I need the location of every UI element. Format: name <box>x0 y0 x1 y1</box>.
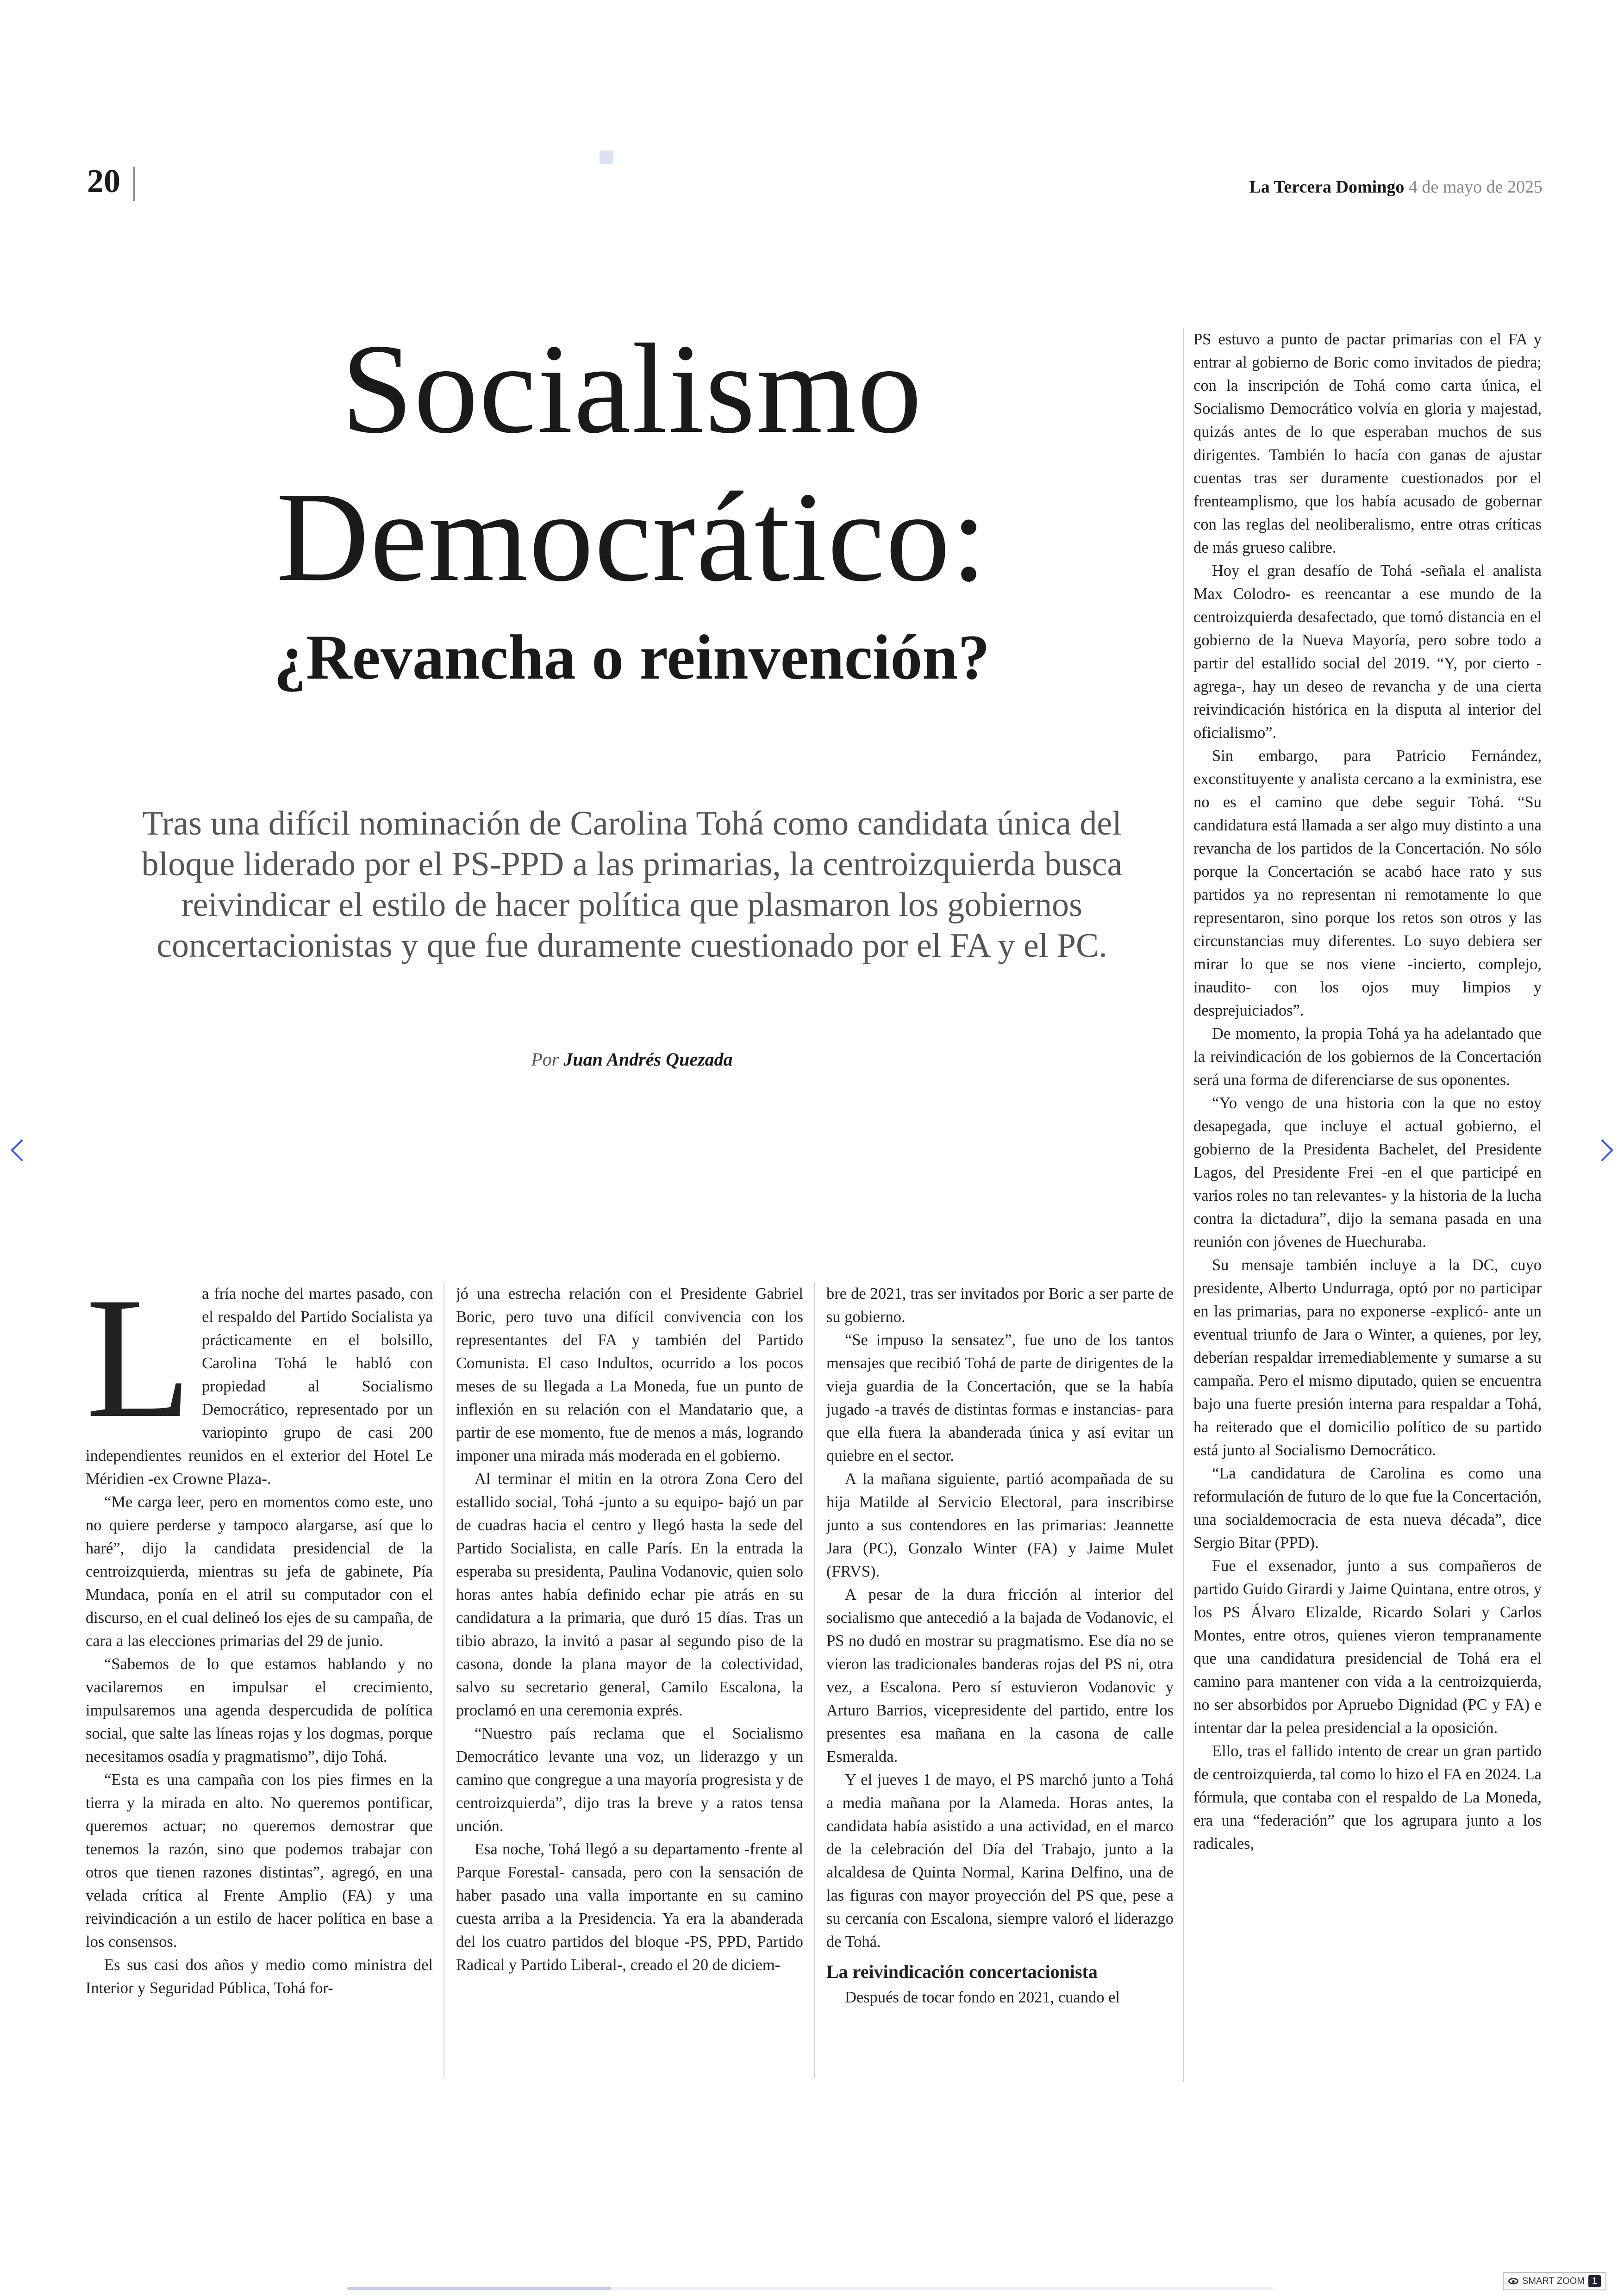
article-column-4 <box>1193 328 1542 2089</box>
column-divider <box>443 1282 444 2078</box>
column-divider <box>814 1282 815 2078</box>
byline <box>134 1048 1130 1070</box>
previous-page-chevron-icon[interactable] <box>11 1139 33 1161</box>
paragraph: Fue el exsenador, junto a sus compañeros de partido Guido Girardi y Jaime Quintana, entre otros, y los PS Álvaro Elizalde, Ricardo Solari y Carlos Montes, entre otros, quienes vieron tempranamente que una candidatura presidencial de Tohá era el camino para mantener con vida a la centroizquierda, no ser absorbidos por Apruebo Dignidad (PC y FA) e intentar dar la pelea presidencial a la oposición. <box>1193 1557 1542 1737</box>
paragraph: Hoy el gran desafío de Tohá -señala el analista Max Colodro- es reencantar a ese mundo de la centroizquierda desafectado, que tomó distancia en el gobierno de la Nueva Mayoría, pero sobre todo a partir del estallido social del 2019. “Y, por cierto -agrega-, hay un deseo de revancha y de una cierta reivindicación histórica en la disputa al interior del oficialismo”. <box>1193 562 1542 742</box>
section-heading: La reivindicación concertacionista <box>826 1961 1098 1982</box>
masthead <box>1249 177 1543 197</box>
paragraph: Ello, tras el fallido intento de crear un gran partido de centroizquierda, tal como lo hizo el FA en 2024. La fórmula, que contaba con el respaldo de La Moneda, era una “federación” que los agrupara junto a los radicales, <box>1193 1742 1542 1852</box>
article-column-1 <box>86 1282 433 2088</box>
paragraph: Al terminar el mitin en la otrora Zona Cero del estallido social, Tohá -junto a su equipo- bajó un par de cuadras hacia el centro y llegó hasta la sede del Partido Socialista, en calle París. En la entrada la esperaba su presidenta, Paulina Vodanovic, quien solo horas antes había definido echar pie atrás en su candidatura a la primaria, que duró 15 días. Tras un tibio abrazo, la invitó a pasar al segundo piso de la casona, donde la plana mayor de la colectividad, salvo su secretario general, Camilo Escalona, la proclamó en una ceremonia exprés. <box>456 1470 803 1719</box>
paragraph: Es sus casi dos años y medio como ministra del Interior y Seguridad Pública, Tohá for- <box>86 1956 433 1997</box>
headline-line-1: Socialismo <box>341 318 923 460</box>
eye-icon <box>1508 2278 1518 2284</box>
paragraph: Su mensaje también incluye a la DC, cuyo presidente, Alberto Undurraga, optó por no participar en las primarias, para no exponerse -explicó- ante un eventual triunfo de Jara o Winter, a quienes, por ley, deberían respaldar irremediablemente y sumarse a su campaña. Pero el mismo diputado, quien se encuentra bajo una fuerte presión interna para respaldar a Tohá, ha reiterado que el domicilio político de su partido está junto al Socialismo Democrático. <box>1193 1256 1542 1459</box>
column-divider <box>1183 328 1184 2082</box>
smart-zoom-button[interactable] <box>1503 2272 1606 2290</box>
paragraph: “Se impuso la sensatez”, fue uno de los tantos mensajes que recibió Tohá de parte de dirigentes de la vieja guardia de la Concertación, que se la había jugado -a través de distintas formas e instancias- para que ella fuera la abanderada única y así evitar un quiebre en el sector. <box>826 1331 1174 1465</box>
paragraph: “Me carga leer, pero en momentos como este, uno no quiere perderse y tampoco alargarse, así que lo haré”, dijo la candidata presidencial de la centroizquierda, mientras su jefa de gabinete, Pía Mundaca, ponía en el atril su computador con el discurso, en el cual delineó los ejes de su campaña, de cara a las elecciones primarias del 29 de junio. <box>86 1493 433 1650</box>
paragraph: “Yo vengo de una historia con la que no estoy desapegada, que incluye el actual gobierno, el gobierno de la Presidenta Bachelet, del Presidente Lagos, del Presidente Frei -en el que participé en varios roles no tan relevantes- y la historia de la lucha contra la dictadura”, dijo la semana pasada en una reunión con jóvenes de Huechuraba. <box>1193 1094 1542 1251</box>
author-name: Juan Andrés Quezada <box>563 1049 733 1070</box>
page-indicator: 1 <box>1588 2275 1601 2287</box>
subheadline: ¿Revancha o reinvención? <box>274 622 990 692</box>
paragraph: De momento, la propia Tohá ya ha adelantado que la reivindicación de los gobiernos de la Concertación será una forma de diferenciarse de sus oponentes. <box>1193 1025 1542 1089</box>
paragraph: Y el jueves 1 de mayo, el PS marchó junto a Tohá a media mañana por la Alameda. Horas antes, la candidata había asistido a una actividad, en el marco de la celebración del Día del Trabajo, junto a la alcaldesa de Quinta Normal, Karina Delfino, una de las figuras con mayor proyección del PS que, pese a su cercanía con Escalona, siempre valoró el liderazgo de Tohá. <box>826 1771 1174 1951</box>
drop-cap: L <box>86 1282 192 1454</box>
paragraph: A la mañana siguiente, partió acompañada de su hija Matilde al Servicio Electoral, para inscribirse junto a sus contendores en las primarias: Jeannette Jara (PC), Gonzalo Winter (FA) y Jaime Mulet (FRVS). <box>826 1470 1174 1580</box>
publication-name: La Tercera Domingo <box>1249 177 1405 197</box>
paragraph: jó una estrecha relación con el Presidente Gabriel Boric, pero tuvo una difícil convivencia con los representantes del FA y también del Partido Comunista. El caso Indultos, ocurrido a los pocos meses de su llegada a La Moneda, fue un punto de inflexión en su relación con el Mandatario que, a partir de ese momento, fue de menos a más, logrando imponer una mirada más moderada en el gobierno. <box>456 1285 803 1465</box>
paragraph: “Nuestro país reclama que el Socialismo Democrático levante una voz, un liderazgo y un camino que congregue a una mayoría progresista y de centroizquierda”, dijo tras la breve y a ratos tensa unción. <box>456 1725 803 1835</box>
paragraph: Sin embargo, para Patricio Fernández, exconstituyente y analista cercano a la exministra, ese no es el camino que debe seguir Tohá. “Su candidatura está llamada a ser algo muy distinto a una revancha de los partidos de la Concertación. No sólo porque la Concertación se acabó hace rato y sus partidos ya no representan ni remotamente lo que representaron, sino porque los retos son otros y las circunstancias muy diferentes. Lo suyo debiera ser mirar lo que se nos viene -incierto, complejo, inaudito- con los ojos muy limpios y desprejuiciados”. <box>1193 747 1542 1019</box>
paragraph: a fría noche del martes pasado, con el respaldo del Partido Socialista ya prácticamente en el bolsillo, Carolina Tohá le habló con propiedad al Socialismo Democrático, representado por un variopinto grupo de casi 200 independientes reunidos en el exterior del Hotel Le Méridien -ex Crowne Plaza-. <box>86 1285 433 1488</box>
smart-zoom-label: SMART ZOOM <box>1522 2276 1585 2286</box>
article-column-2 <box>456 1282 803 2088</box>
paragraph: “Sabemos de lo que estamos hablando y no vacilaremos en impulsar el crecimiento, impulsaremos una agenda despercudida de política social, que salte las líneas rojas y los dogmas, porque necesitamos osadía y pragmatismo”, dijo Tohá. <box>86 1655 433 1765</box>
article-column-3 <box>826 1282 1174 2088</box>
paragraph: “Esta es una campaña con los pies firmes en la tierra y la mirada en alto. No queremos pontificar, queremos actuar; no queremos demostrar que tenemos la razón, sino que podemos trabajar con otros que tienen razones distintas”, agregó, en una velada crítica al Frente Amplio (FA) y una reivindicación a un estilo de hacer política en base a los consensos. <box>86 1771 433 1951</box>
headline-line-2: Democrático: <box>276 466 988 608</box>
article-deck: Tras una difícil nominación de Carolina Tohá como candidata única del bloque liderado por el PS-PPD a las primarias, la centroizquierda busca reivindicar el estilo de hacer política que plasmaron los gobiernos concertacionistas y que fue duramente cuestionado por el FA y el PC. <box>141 804 1123 965</box>
page-scroll-thumb[interactable] <box>347 2287 611 2290</box>
paragraph: PS estuvo a punto de pactar primarias con el FA y entrar al gobierno de Boric como invitados de piedra; con la inscripción de Tohá como carta única, el Socialismo Democrático volvía en gloria y majestad, quizás antes de lo que esperaban muchos de sus dirigentes. También lo hacía con ganas de ajustar cuentas tras ser duramente cuestionados por el frenteamplismo, que los había acusado de gobernar con las reglas del neoliberalismo, entre otras críticas de más grueso calibre. <box>1193 331 1542 556</box>
paragraph: Después de tocar fondo en 2021, cuando el <box>845 1989 1120 2006</box>
page-number-divider <box>133 167 135 201</box>
headline <box>134 315 1130 611</box>
page-number: 20 <box>87 162 120 200</box>
bookmark-icon[interactable] <box>600 150 613 164</box>
paragraph: Esa noche, Tohá llegó a su departamento -frente al Parque Forestal- cansada, pero con la sensación de haber pasado una valla importante en su camino cuesta arriba a la Presidencia. Ya era la abanderada del los cuatro partidos del bloque -PS, PPD, Partido Radical y Partido Liberal-, creado el 20 de diciem- <box>456 1840 803 1974</box>
paragraph: bre de 2021, tras ser invitados por Boric a ser parte de su gobierno. <box>826 1285 1174 1326</box>
issue-date: 4 de mayo de 2025 <box>1408 177 1543 197</box>
paragraph: A pesar de la dura fricción al interior del socialismo que antecedió a la bajada de Vodanovic, el PS no dudó en mostrar su pragmatismo. Ese día no se vieron las tradicionales banderas rojas del PS ni, otra vez, a Escalona. Pero sí estuvieron Vodanovic y Arturo Barrios, vicepresidente del partido, entre los presentes esa mañana en la casona de calle Esmeralda. <box>826 1586 1174 1765</box>
byline-prefix: Por <box>531 1049 559 1070</box>
next-page-chevron-icon[interactable] <box>1591 1139 1613 1161</box>
paragraph: “La candidatura de Carolina es como una reformulación de futuro de lo que fue la Concertación, una socialdemocracia de esta nueva década”, dice Sergio Bitar (PPD). <box>1193 1465 1542 1552</box>
